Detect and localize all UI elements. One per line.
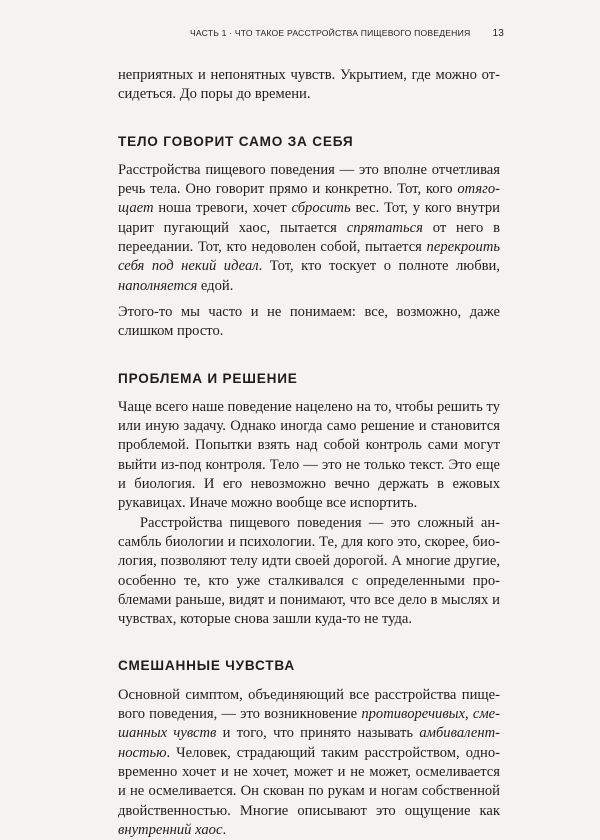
emphasis: сбросить [291,200,351,217]
text-run: . Человек, страдающий таким расстройством, одновременно хочет и не хочет, может и не может, осмеливается и не осмеливается. Он скован по рукам и ногам собственной двойственностью. Многие описывают это ощущение как [118,744,500,819]
section-heading-body-speaks: ТЕЛО ГОВОРИТ САМО ЗА СЕБЯ [118,133,354,149]
emphasis: отягощает [118,181,500,217]
text-run: и того, что принято называть [216,725,420,742]
text-run: . [222,821,227,838]
text-run: Основной симптом, объединяющий все расстройства пищевого поведения, — это возникновение [118,686,500,723]
intro-paragraph: неприятных и непонятных чувств. Укрытием, где можно отсидеться. До поры до времени. [118,67,500,103]
running-title: ЧАСТЬ 1 · ЧТО ТАКОЕ РАССТРОЙСТВА ПИЩЕВОГО ПОВЕДЕНИЯ [190,28,471,38]
body-speaks-paragraph-2: Этого-то мы часто и не понимаем: все, возможно, даже слишком просто. [118,303,500,340]
emphasis: спрятаться [346,219,423,236]
emphasis: амбивалентностью [118,725,500,761]
emphasis: противоречивых, смешанных чувств [118,706,500,742]
body-speaks-paragraph-1 [118,161,500,296]
section-heading-problem-solution: ПРОБЛЕМА И РЕШЕНИЕ [118,370,298,386]
text-run: ноша тревоги, хочет [153,200,292,217]
text-run: едой. [197,277,234,294]
problem-solution-paragraph-1: Чаще всего наше поведение нацелено на то, чтобы решить ту или иную задачу. Однако иногда само решение и становится проблемой. Попытки взять над собой контроль сами могут выйти из-под контроля. Тело — это не только текст. Это еще и биология. И его невозможно вечно держать в ежовых рукавицах. Иначе можно вообще все испортить. [118,398,500,512]
page-body [118,66,500,840]
emphasis: наполняется [118,277,198,294]
emphasis: внутренний хаос [118,821,223,838]
running-header [190,28,504,39]
text-run: . Тот, кто тоскует о полноте любви, [258,258,500,275]
mixed-feelings-paragraph-1 [118,686,500,840]
page-number: 13 [492,28,504,39]
emphasis: перекроить себя под некий идеал [118,239,500,275]
text-run: Расстройства пищевого поведения — это вполне отчетливая речь тела. Оно говорит прямо и конкретно. Тот, кого [118,161,500,198]
problem-solution-paragraph-2: Расстройства пищевого поведения — это сложный ансамбль биологии и психологии. Те, для кого это, скорее, биология, позволяют телу идти своей дорогой. А многие другие, особенно те, кто уже сталкивался с определенными проблемами раньше, видят и понимают, что все дело в мыслях и чувствах, которые снова зашли куда-то не туда. [118,514,500,628]
section-heading-mixed-feelings: СМЕШАННЫЕ ЧУВСТВА [118,658,295,674]
text-run: от него в переедании. Тот, кто недоволен собой, пытается [118,219,501,256]
text-run: вес. Тот, у кого внутри царит пугающий хаос, пытается [118,200,500,236]
